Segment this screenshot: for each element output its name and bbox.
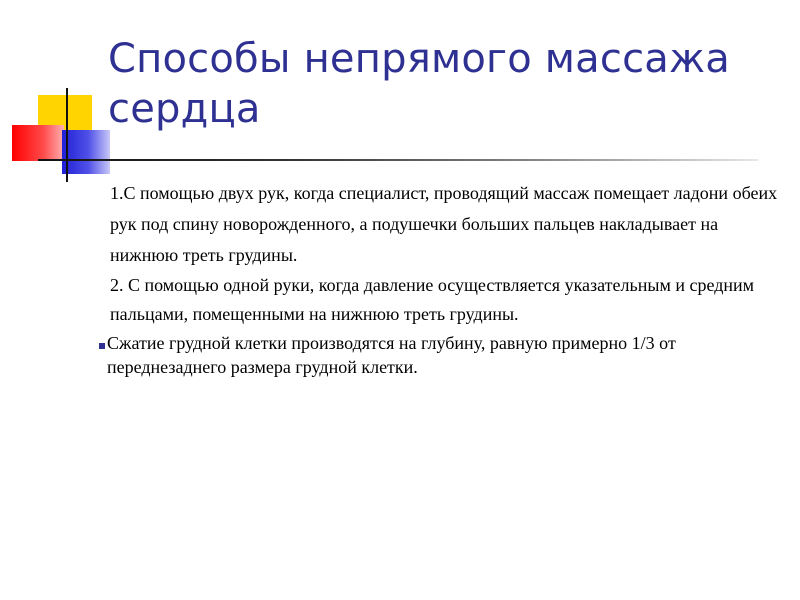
square-bullet-icon bbox=[99, 343, 105, 349]
decorative-red-square bbox=[12, 125, 64, 161]
slide-title: Способы непрямого массажа сердца bbox=[108, 36, 730, 132]
title-underline bbox=[38, 159, 758, 161]
bullet-item bbox=[104, 331, 784, 379]
decorative-vertical-line bbox=[66, 88, 68, 182]
paragraph-two-hands: 1.С помощью двух рук, когда специалист, проводящий массаж помещает ладони обеих рук под спину новорожденного, а подушечки больших пальцев накладывает на нижнюю треть грудины. bbox=[110, 183, 778, 265]
paragraph-one-hand: 2. С помощью одной руки, когда давление осуществляется указательным и средним пальцами, помещенными на нижнюю треть грудины. bbox=[110, 275, 755, 324]
slide-body bbox=[104, 178, 784, 379]
bullet-text: Сжатие грудной клетки производятся на глубину, равную примерно 1/3 от переднезаднего размера грудной клетки. bbox=[107, 333, 676, 377]
decorative-blue-square bbox=[62, 130, 110, 174]
